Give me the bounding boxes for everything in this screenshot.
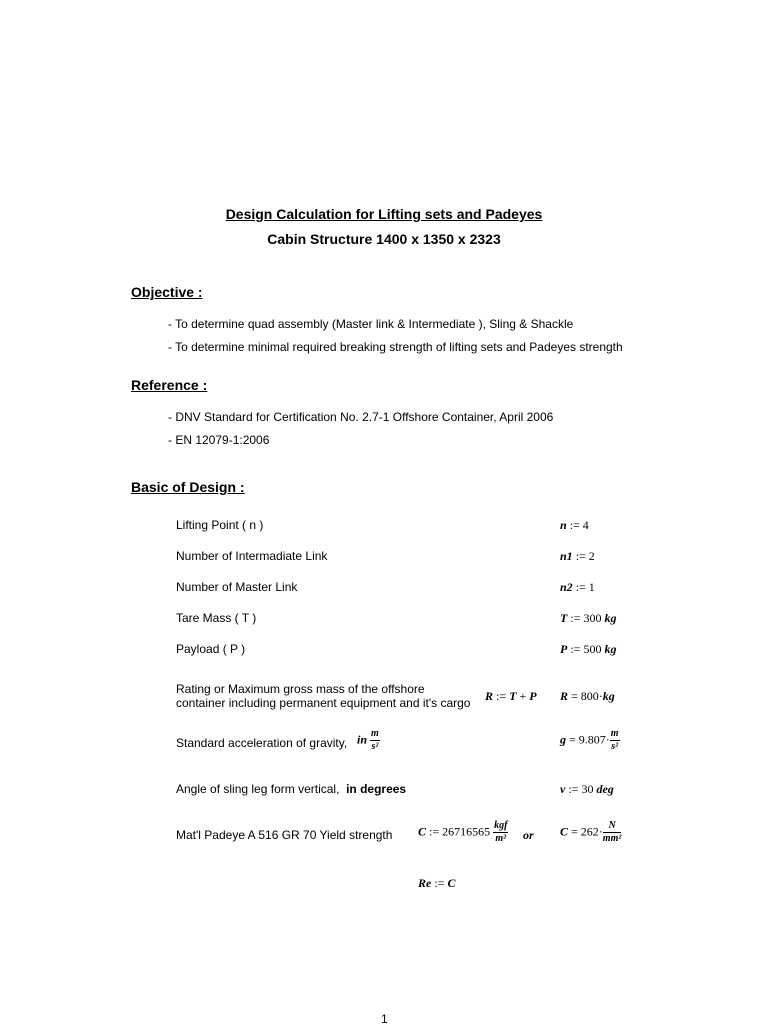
gravity-unit-hint: in $\frac{m}{\text{s²}}$ [357, 728, 379, 752]
master-link-label: Number of Master Link [176, 580, 298, 594]
padeye-yield-kgf: C := 26716565 $\frac{\text{kgf}}{\text{m²}}$ [418, 820, 508, 844]
objective-heading: Objective : [131, 284, 203, 300]
reference-heading: Reference : [131, 377, 208, 393]
basic-design-heading: Basic of Design : [131, 479, 245, 495]
re-equation: Re := C [418, 876, 456, 890]
intermediate-link-equation: n1 := 2 [560, 549, 595, 563]
angle-equation: v := 30 deg [560, 782, 614, 796]
lifting-point-equation: n := 4 [560, 518, 589, 532]
rating-label: Rating or Maximum gross mass of the offshore container including permanent equipment and it's cargo [176, 682, 471, 710]
payload-label: Payload ( P ) [176, 642, 246, 656]
objective-item: - To determine minimal required breaking strength of lifting sets and Padeyes strength [168, 340, 623, 354]
master-link-equation: n2 := 1 [560, 580, 595, 594]
angle-label: Angle of sling leg form vertical, in degrees [176, 782, 407, 796]
padeye-label: Mat'l Padeye A 516 GR 70 Yield strength [176, 828, 393, 842]
document-title: Design Calculation for Lifting sets and Padeyes [225, 206, 543, 222]
gravity-equation: g = 9.807· $\frac{m}{\text{s²}}$ [560, 728, 619, 752]
padeye-or: or [523, 828, 534, 842]
rating-definition: R := T + P [485, 689, 537, 703]
payload-equation: P := 500 kg [560, 642, 617, 656]
intermediate-link-label: Number of Intermadiate Link [176, 549, 328, 563]
gravity-label: Standard acceleration of gravity, [176, 736, 348, 750]
lifting-point-label: Lifting Point ( n ) [176, 518, 264, 532]
reference-item: - EN 12079-1:2006 [168, 433, 270, 447]
objective-item: - To determine quad assembly (Master link & Intermediate ), Sling & Shackle [168, 317, 574, 331]
page-number: 1 [381, 1012, 388, 1026]
padeye-yield-n: C = 262· $\frac{N}{\text{mm²}}$ [560, 820, 622, 844]
tare-mass-label: Tare Mass ( T ) [176, 611, 257, 625]
document-subtitle: Cabin Structure 1400 x 1350 x 2323 [267, 231, 501, 247]
tare-mass-equation: T := 300 kg [560, 611, 617, 625]
reference-item: - DNV Standard for Certification No. 2.7-1 Offshore Container, April 2006 [168, 410, 554, 424]
rating-result: R = 800·kg [560, 689, 615, 703]
